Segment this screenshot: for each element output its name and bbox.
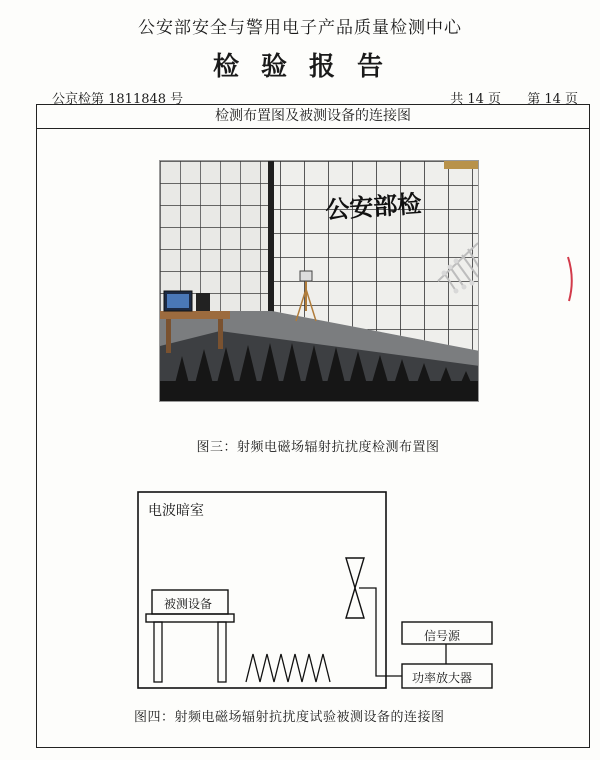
- table-top: [146, 614, 234, 622]
- section-title: 检测布置图及被测设备的连接图: [36, 104, 590, 129]
- connection-diagram: [128, 486, 508, 696]
- report-number: 公京检第 1811848 号: [52, 92, 184, 107]
- report-title: 检验报告: [212, 52, 405, 82]
- signal-source-label: 信号源: [424, 629, 461, 643]
- table-leg-right: [218, 622, 226, 682]
- figure3-caption: 图三：射频电磁场辐射抗扰度检测布置图: [196, 440, 440, 455]
- chamber-photo: [159, 160, 479, 402]
- antenna-cable: [359, 588, 402, 676]
- wall-sign: 公安部检: [324, 188, 423, 225]
- table-leg-left: [154, 622, 162, 682]
- absorber-cones: [246, 654, 330, 682]
- pages-total: 共 14 页: [450, 92, 502, 107]
- antenna-lower: [346, 588, 364, 618]
- chamber-photo-drawing: [160, 161, 479, 402]
- pen-mark: [566, 255, 576, 303]
- organization-name: 公安部安全与警用电子产品质量检测中心: [138, 18, 462, 38]
- figure4-caption: 图四：射频电磁场辐射抗扰度试验被测设备的连接图: [134, 710, 445, 725]
- chamber-label: 电波暗室: [148, 503, 204, 519]
- eut-label: 被测设备: [164, 597, 213, 611]
- page-current: 第 14 页: [527, 92, 578, 107]
- antenna-upper: [346, 558, 364, 588]
- amplifier-label: 功率放大器: [412, 671, 473, 685]
